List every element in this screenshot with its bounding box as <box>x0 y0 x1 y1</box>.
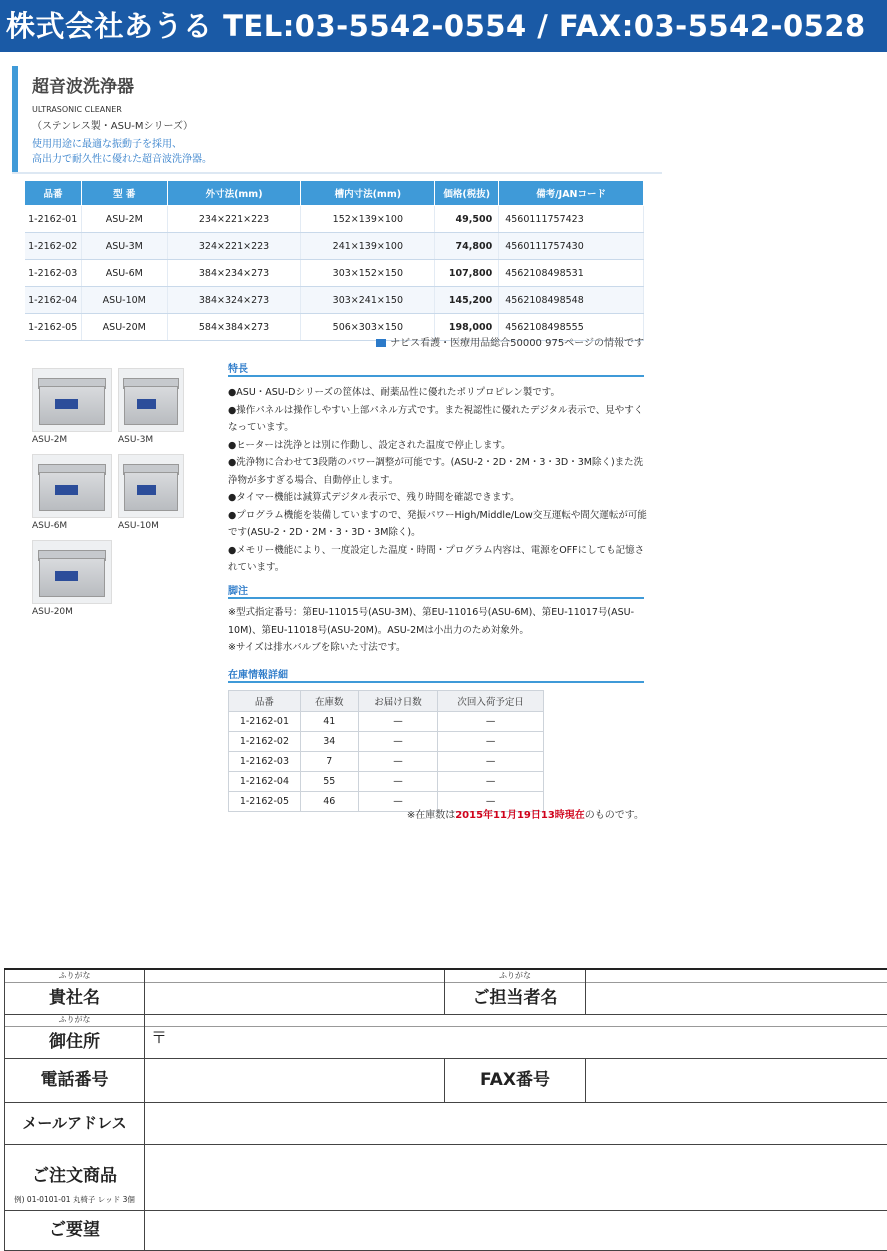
postal-mark: 〒 <box>151 1028 168 1047</box>
product-image <box>118 368 184 432</box>
stock-count: 55 <box>300 772 358 792</box>
stock-header-cell: 次回入荷予定日 <box>438 691 544 712</box>
address-label: 御住所 <box>49 1032 100 1052</box>
feature-item: ●操作パネルは操作しやすい上部パネル方式です。また視認性に優れたデジタル表示で、見やすくなっています。 <box>228 404 644 433</box>
table-row <box>229 752 544 772</box>
stock-next-arrival: — <box>438 792 544 812</box>
stock-header-cell: 在庫数 <box>300 691 358 712</box>
form-row-address <box>4 1014 887 1059</box>
cell-outer-size: 324×221×223 <box>167 233 301 260</box>
email-field[interactable] <box>145 1102 887 1144</box>
spec-header-cell: 備考/JANコード <box>499 181 644 206</box>
cell-item-no: 1-2162-05 <box>25 314 82 341</box>
cell-inner-size: 303×241×150 <box>301 287 435 314</box>
cell-jan: 4562108498531 <box>499 260 644 287</box>
page-header <box>0 0 887 52</box>
company-field[interactable] <box>145 970 445 1014</box>
phone-label: 電話番号 <box>4 1058 145 1102</box>
product-field[interactable] <box>145 1144 887 1210</box>
person-field[interactable] <box>586 970 887 1014</box>
company-label: 貴社名 <box>49 988 100 1008</box>
feature-item: ●メモリー機能により、一度設定した温度・時間・プログラム内容は、電源をOFFにしても記憶されています。 <box>228 544 645 573</box>
cell-jan: 4560111757430 <box>499 233 644 260</box>
divider <box>12 172 662 174</box>
phone-field[interactable] <box>145 1058 445 1102</box>
stock-delivery: — <box>358 732 438 752</box>
company-name: 株式会社あうる <box>6 9 213 43</box>
furigana-label: ふりがな <box>5 970 144 983</box>
cell-jan: 4560111757423 <box>499 206 644 233</box>
stock-table <box>228 690 544 812</box>
cell-inner-size: 506×303×150 <box>301 314 435 341</box>
cell-jan: 4562108498555 <box>499 314 644 341</box>
cell-model: ASU-6M <box>81 260 167 287</box>
stock-item-no: 1-2162-03 <box>229 752 301 772</box>
form-row-email <box>4 1102 887 1145</box>
cell-price: 198,000 <box>435 314 499 341</box>
stock-item-no: 1-2162-04 <box>229 772 301 792</box>
cell-item-no: 1-2162-01 <box>25 206 82 233</box>
stock-delivery: — <box>358 772 438 792</box>
stock-item-no: 1-2162-01 <box>229 712 301 732</box>
stock-next-arrival: — <box>438 732 544 752</box>
stock-delivery: — <box>358 792 438 812</box>
fax-field[interactable] <box>586 1058 887 1102</box>
cell-outer-size: 384×234×273 <box>167 260 301 287</box>
table-row <box>25 206 644 233</box>
order-form <box>4 968 887 1240</box>
request-label: ご要望 <box>4 1210 145 1250</box>
email-label: メールアドレス <box>4 1102 145 1144</box>
stock-delivery: — <box>358 752 438 772</box>
spec-header-cell: 外寸法(mm) <box>167 181 301 206</box>
stock-count: 34 <box>300 732 358 752</box>
stock-next-arrival: — <box>438 772 544 792</box>
feature-item: ●タイマー機能は減算式デジタル表示で、残り時間を確認できます。 <box>228 492 520 503</box>
features-heading: 特長 <box>228 360 644 377</box>
product-image <box>32 540 112 604</box>
note-item: ※型式指定番号：第EU-11015号(ASU-3M)、第EU-11016号(ASU-6M)、第EU-11017号(ASU-10M)、第EU-11018号(ASU-20M)。ASU-2Mは小出力のため対象外。 <box>228 607 635 636</box>
cell-price: 49,500 <box>435 206 499 233</box>
product-example: 例) 01-0101-01 丸椅子 レッド 3個 <box>14 1195 135 1204</box>
notes-list <box>228 604 648 657</box>
stock-next-arrival: — <box>438 752 544 772</box>
person-label-cell <box>445 970 586 1014</box>
product-thumbnail <box>118 454 184 531</box>
thumbnail-label: ASU-20M <box>32 607 73 617</box>
spec-header-cell: 型 番 <box>81 181 167 206</box>
notes-heading: 脚注 <box>228 582 644 599</box>
cell-item-no: 1-2162-02 <box>25 233 82 260</box>
thumbnail-label: ASU-10M <box>118 521 159 531</box>
cell-jan: 4562108498548 <box>499 287 644 314</box>
thumbnail-label: ASU-6M <box>32 521 68 531</box>
spec-header-cell: 槽内寸法(mm) <box>301 181 435 206</box>
feature-item: ●プログラム機能を装備していますので、発振パワーHigh/Middle/Low交互運転や間欠運転が可能です(ASU-2・2D・2M・3・3D・3M除く)。 <box>228 509 647 538</box>
table-row <box>229 732 544 752</box>
form-row-phone <box>4 1058 887 1103</box>
company-label-cell <box>4 970 145 1014</box>
stock-note <box>300 806 644 821</box>
cell-price: 74,800 <box>435 233 499 260</box>
cell-model: ASU-20M <box>81 314 167 341</box>
cell-item-no: 1-2162-03 <box>25 260 82 287</box>
table-row <box>229 772 544 792</box>
stock-delivery: — <box>358 712 438 732</box>
stock-item-no: 1-2162-05 <box>229 792 301 812</box>
cell-item-no: 1-2162-04 <box>25 287 82 314</box>
feature-item: ●ヒーターは洗浄とは別に作動し、設定された温度で停止します。 <box>228 439 511 451</box>
address-field[interactable] <box>145 1014 887 1058</box>
cell-model: ASU-2M <box>81 206 167 233</box>
product-subtitle: （ステンレス製・ASU-Mシリーズ） <box>32 121 193 132</box>
spec-header-cell: 価格(税抜) <box>435 181 499 206</box>
product-desc-line2: 高出力で耐久性に優れた超音波洗浄器。 <box>32 154 212 165</box>
cell-model: ASU-10M <box>81 287 167 314</box>
stock-note-date: 2015年11月19日13時現在 <box>455 810 585 821</box>
table-row <box>25 233 644 260</box>
form-row-company <box>4 970 887 1015</box>
stock-note-suffix: のものです。 <box>584 810 644 821</box>
spec-header-row <box>25 181 644 206</box>
table-row <box>229 712 544 732</box>
form-row-request <box>4 1210 887 1251</box>
feature-item: ●ASU・ASU-Dシリーズの筐体は、耐薬品性に優れたポリプロピレン製です。 <box>228 387 561 398</box>
product-image <box>118 454 184 518</box>
contact-info: TEL:03-5542-0554 / FAX:03-5542-0528 <box>223 9 866 43</box>
cell-outer-size: 234×221×223 <box>167 206 301 233</box>
cell-outer-size: 584×384×273 <box>167 314 301 341</box>
stock-count: 46 <box>300 792 358 812</box>
spec-header-cell: 品番 <box>25 181 82 206</box>
cell-inner-size: 152×139×100 <box>301 206 435 233</box>
product-image <box>32 368 112 432</box>
stock-item-no: 1-2162-02 <box>229 732 301 752</box>
fax-label: FAX番号 <box>445 1058 586 1102</box>
product-description <box>32 137 662 167</box>
table-row <box>25 287 644 314</box>
catalog-note <box>370 334 644 349</box>
features-list <box>228 384 648 577</box>
product-thumbnail <box>32 368 112 445</box>
note-item: ※サイズは排水バルブを除いた寸法です。 <box>228 642 406 653</box>
cell-inner-size: 303×152×150 <box>301 260 435 287</box>
product-thumbnail <box>32 540 112 617</box>
spec-table <box>24 180 644 341</box>
product-image <box>32 454 112 518</box>
feature-item: ●洗浄物に合わせて3段階のパワー調整が可能です。(ASU-2・2D・2M・3・3D・3M除く)また洗浄物が多すぎる場合、自動停止します。 <box>228 457 644 486</box>
stock-header-cell: 品番 <box>229 691 301 712</box>
stock-count: 7 <box>300 752 358 772</box>
catalog-note-text: ナビス看護・医療用品総合50000 975ページの情報です <box>390 338 644 349</box>
cell-price: 107,800 <box>435 260 499 287</box>
furigana-label: ふりがな <box>445 970 585 983</box>
product-title-block <box>12 66 662 174</box>
cell-model: ASU-3M <box>81 233 167 260</box>
book-icon <box>376 339 386 347</box>
furigana-label: ふりがな <box>5 1014 144 1027</box>
product-english-name: ULTRASONIC CLEANER <box>32 105 122 114</box>
stock-next-arrival: — <box>438 712 544 732</box>
stock-header-cell: お届け日数 <box>358 691 438 712</box>
address-label-cell <box>4 1014 145 1058</box>
stock-header-row <box>229 691 544 712</box>
thumbnail-label: ASU-3M <box>118 435 154 445</box>
product-label-cell <box>4 1144 145 1210</box>
table-row <box>25 260 644 287</box>
request-field[interactable] <box>145 1210 887 1250</box>
cell-outer-size: 384×324×273 <box>167 287 301 314</box>
product-title: 超音波洗浄器 <box>32 77 134 97</box>
cell-inner-size: 241×139×100 <box>301 233 435 260</box>
stock-heading: 在庫情報詳細 <box>228 666 644 683</box>
person-label: ご担当者名 <box>472 988 558 1008</box>
thumbnail-label: ASU-2M <box>32 435 68 445</box>
stock-count: 41 <box>300 712 358 732</box>
stock-note-prefix: ※在庫数は <box>406 810 456 821</box>
product-label: ご注文商品 <box>32 1166 117 1186</box>
product-thumbnail <box>118 368 184 445</box>
product-thumbnail <box>32 454 112 531</box>
form-row-product <box>4 1144 887 1211</box>
cell-price: 145,200 <box>435 287 499 314</box>
product-desc-line1: 使用用途に最適な振動子を採用、 <box>32 139 182 150</box>
